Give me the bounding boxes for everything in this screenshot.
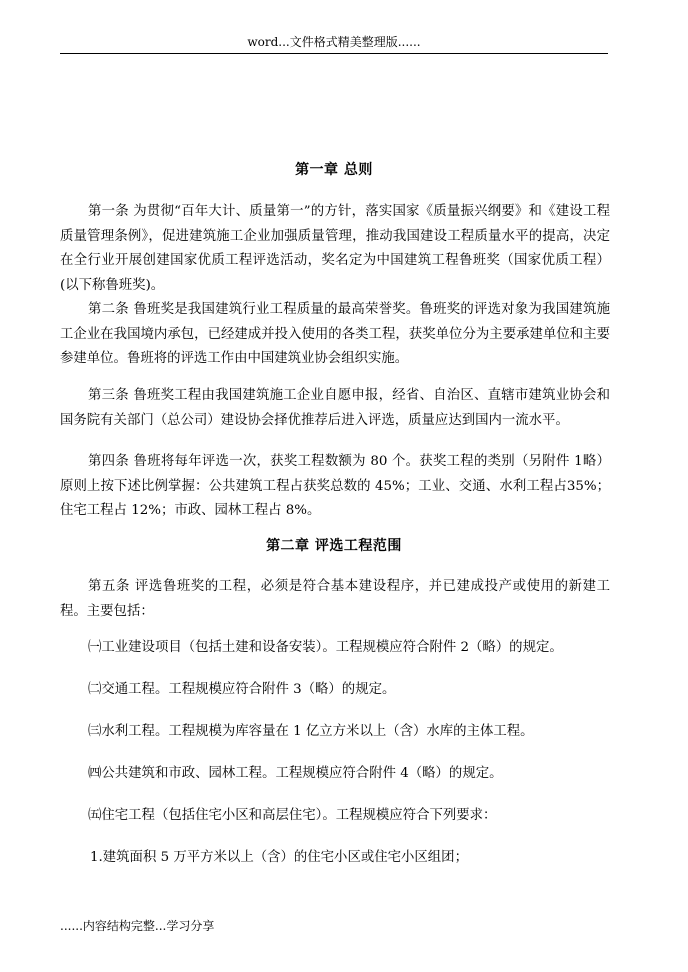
- article-4: 第四条 鲁班将每年评选一次，获奖工程数额为 80 个。获奖工程的类别（另附件 1略）原则上按下述比例掌握：公共建筑工程占获奖总数的 45%；工业、交通、水利工程占35%；住宅工程占 12%；市政、园林工程占 8%。: [60, 454, 610, 518]
- list-item-5: ㈤住宅工程（包括住宅小区和高层住宅）。工程规模应符合下列要求：: [88, 808, 497, 823]
- article-5: 第五条 评选鲁班奖的工程，必须是符合基本建设程序，并已建成投产或使用的新建工程。主要包括：: [60, 579, 610, 619]
- page-header: word...文件格式精美整理版......: [247, 35, 421, 49]
- page-footer: ......内容结构完整...学习分享: [60, 919, 215, 933]
- chapter-2-title: 第二章 评选工程范围: [266, 538, 402, 554]
- header-rule: [60, 53, 608, 54]
- list-item-2: ㈡交通工程。工程规模应符合附件 3（略）的规定。: [88, 682, 396, 697]
- list-item-4: ㈣公共建筑和市政、园林工程。工程规模应符合附件 4（略）的规定。: [88, 766, 503, 781]
- article-1: 第一条 为贯彻“百年大计、质量第一”的方针，落实国家《质量振兴纲要》和《建设工程质量管理条例》，促进建筑施工企业加强质量管理，推动我国建设工程质量水平的提高，决定在全行业开展创建国家优质工程评选活动，奖名定为中国建筑工程鲁班奖（国家优质工程）(以下称鲁班奖)。: [60, 204, 610, 293]
- article-3: 第三条 鲁班奖工程由我国建筑施工企业自愿申报，经省、自治区、直辖市建筑业协会和国务院有关部门（总公司）建设协会择优推荐后进入评选，质量应达到国内一流水平。: [60, 388, 610, 428]
- list-item-3: ㈢水利工程。工程规模为库容量在 1 亿立方米以上（含）水库的主体工程。: [88, 724, 534, 739]
- list-item-1: ㈠工业建设项目（包括土建和设备安装）。工程规模应符合附件 2（略）的规定。: [88, 640, 563, 655]
- chapter-1-title: 第一章 总则: [295, 162, 373, 178]
- article-2: 第二条 鲁班奖是我国建筑行业工程质量的最高荣誉奖。鲁班奖的评选对象为我国建筑施工企业在我国境内承包，已经建成并投入使用的各类工程，获奖单位分为主要承建单位和主要参建单位。鲁班将的评选工作由中国建筑业协会组织实施。: [60, 302, 610, 366]
- list-item-6: 1.建筑面积 5 万平方米以上（含）的住宅小区或住宅小区组团；: [90, 850, 468, 865]
